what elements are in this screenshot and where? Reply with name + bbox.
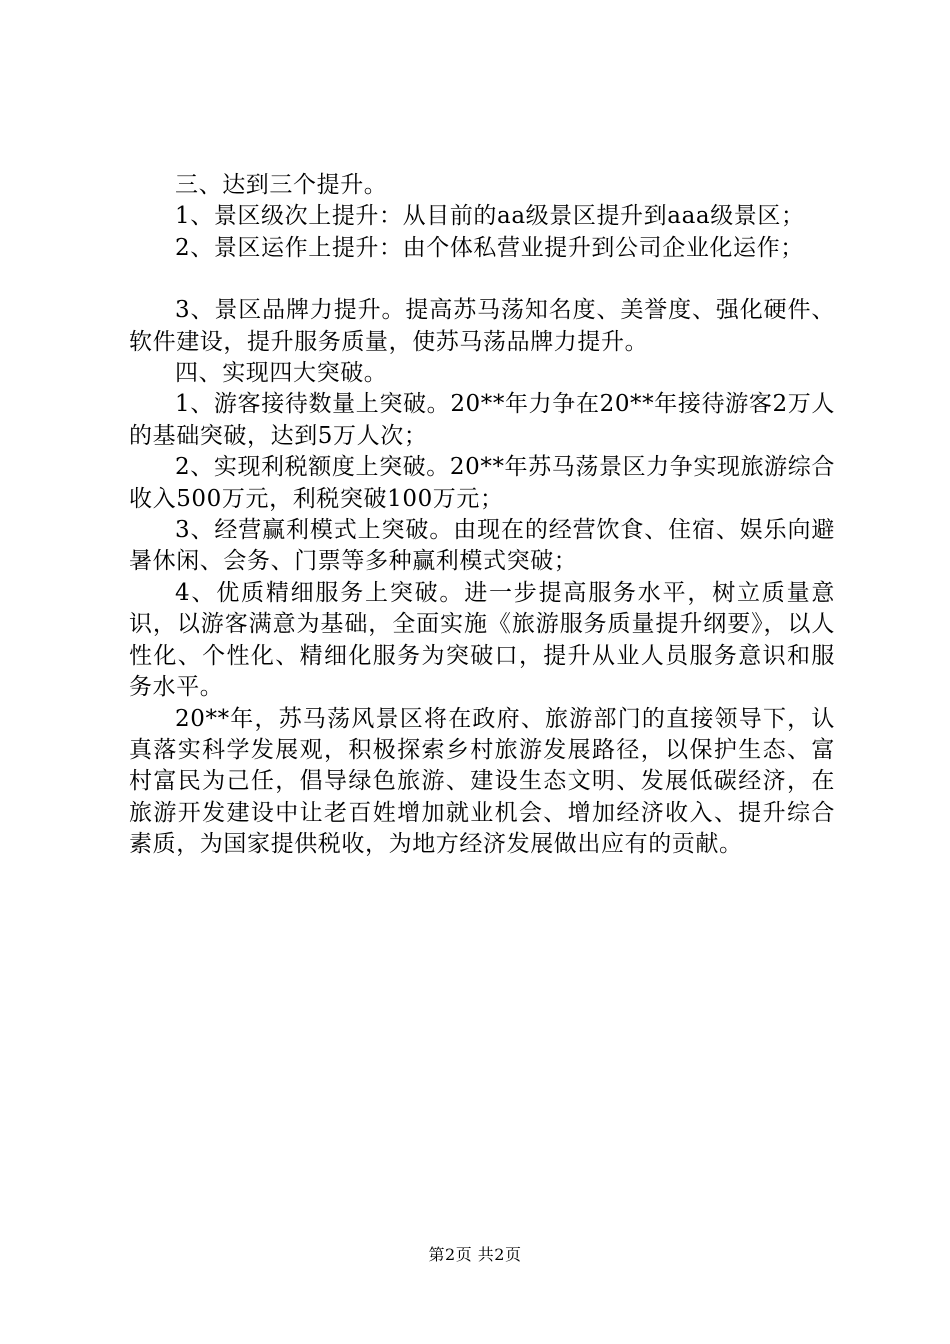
list-item: 1、游客接待数量上突破。20**年力争在20**年接待游客2万人的基础突破，达到5万人次； xyxy=(129,391,835,449)
list-item: 3、景区品牌力提升。提高苏马荡知名度、美誉度、强化硬件、软件建设，提升服务质量，使苏马荡品牌力提升。 xyxy=(129,297,835,355)
list-item: 2、景区运作上提升：由个体私营业提升到公司企业化运作； xyxy=(175,234,804,261)
blank-line xyxy=(129,264,835,295)
list-item: 2、实现利税额度上突破。20**年苏马荡景区力争实现旅游综合收入500万元，利税突破100万元； xyxy=(129,454,835,512)
document-body xyxy=(129,170,835,861)
section-heading: 四、实现四大突破。 xyxy=(175,360,388,387)
list-item: 4、优质精细服务上突破。进一步提高服务水平，树立质量意识，以游客满意为基础，全面实施《旅游服务质量提升纲要》，以人性化、个性化、精细化服务为突破口，提升从业人员服务意识和服务水平。 xyxy=(129,579,835,701)
list-item: 1、景区级次上提升：从目前的aa级景区提升到aaa级景区； xyxy=(175,203,805,230)
section-heading: 三、达到三个提升。 xyxy=(175,172,388,198)
closing-paragraph: 20**年，苏马荡风景区将在政府、旅游部门的直接领导下，认真落实科学发展观，积极探索乡村旅游发展路径，以保护生态、富村富民为己任，倡导绿色旅游、建设生态文明、发展低碳经济，在旅游开发建设中让老百姓增加就业机会、增加经济收入、提升综合素质，为国家提供税收，为地方经济发展做出应有的贡献。 xyxy=(129,705,835,858)
page-number-footer: 第2页 共2页 xyxy=(428,1245,522,1264)
list-item: 3、经营赢利模式上突破。由现在的经营饮食、住宿、娱乐向避暑休闲、会务、门票等多种赢利模式突破； xyxy=(129,517,835,575)
